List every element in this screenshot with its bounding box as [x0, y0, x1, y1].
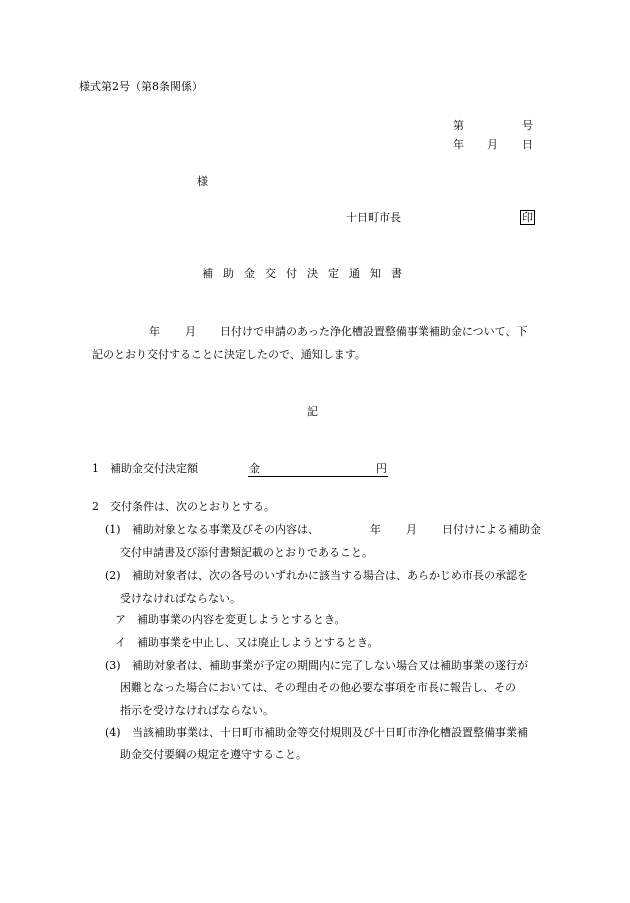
- seal-mark: 印: [522, 211, 533, 224]
- ref-go: 号: [522, 119, 533, 132]
- cond3-line-1: 補助対象者は、補助事業が予定の期間内に完了しない場合又は補助事業の遂行が: [132, 659, 528, 672]
- cond3-num: (3): [105, 659, 121, 672]
- cond2-line-1: 補助対象者は、次の各号のいずれかに該当する場合は、あらかじめ市長の承認を: [132, 569, 528, 582]
- item1-label: 1 補助金交付決定額: [92, 462, 198, 475]
- date-year: 年: [453, 138, 464, 151]
- cond2-sub-i: イ 補助事業を中止し、又は廃止しようとするとき。: [115, 636, 379, 649]
- ki-heading: 記: [307, 405, 318, 418]
- amount-en: 円: [376, 462, 387, 475]
- item2-heading: 2 交付条件は、次のとおりとする。: [92, 500, 275, 513]
- body-line-2: 記のとおり交付することに決定したので、通知します。: [92, 348, 366, 361]
- ref-dai: 第: [453, 119, 464, 132]
- issuer-seal: [520, 210, 535, 225]
- body-year: 年: [149, 325, 160, 338]
- date-month: 月: [487, 138, 498, 151]
- cond3-line-3: 指示を受けなければならない。: [120, 704, 274, 717]
- amount-kin: 金: [249, 462, 260, 475]
- date-day: 日: [522, 138, 533, 151]
- body-month: 月: [185, 325, 196, 338]
- cond1-line-1b: 日付けによる補助金: [442, 523, 541, 536]
- cond2-num: (2): [105, 569, 121, 582]
- cond4-line-2: 助金交付要綱の規定を遵守すること。: [120, 748, 307, 761]
- issuer-name: 十日町市長: [346, 211, 401, 224]
- cond4-line-1: 当該補助事業は、十日町市補助金等交付規則及び十日町市浄化槽設置整備事業補: [132, 726, 528, 739]
- cond1-line-2: 交付申請書及び添付書類記載のとおりであること。: [120, 546, 373, 559]
- amount-field[interactable]: [248, 460, 388, 477]
- cond1-year: 年: [370, 523, 381, 536]
- cond3-line-2: 困難となった場合においては、その理由その他必要な事項を市長に報告し、その: [120, 681, 516, 694]
- cond2-line-2: 受けなければならない。: [120, 592, 241, 605]
- cond1-num: (1): [105, 523, 121, 536]
- cond1-line-1a: 補助対象となる事業及びその内容は、: [132, 523, 319, 536]
- cond2-sub-a: ア 補助事業の内容を変更しようとするとき。: [115, 613, 346, 626]
- document-title: 補助金交付決定通知書: [202, 267, 412, 280]
- form-id: 様式第2号（第8条関係）: [79, 80, 203, 93]
- cond4-num: (4): [105, 726, 121, 739]
- addressee-sama: 様: [197, 175, 208, 188]
- body-line-1: 日付けで申請のあった浄化槽設置整備事業補助金について、下: [220, 325, 528, 338]
- cond1-month: 月: [406, 523, 417, 536]
